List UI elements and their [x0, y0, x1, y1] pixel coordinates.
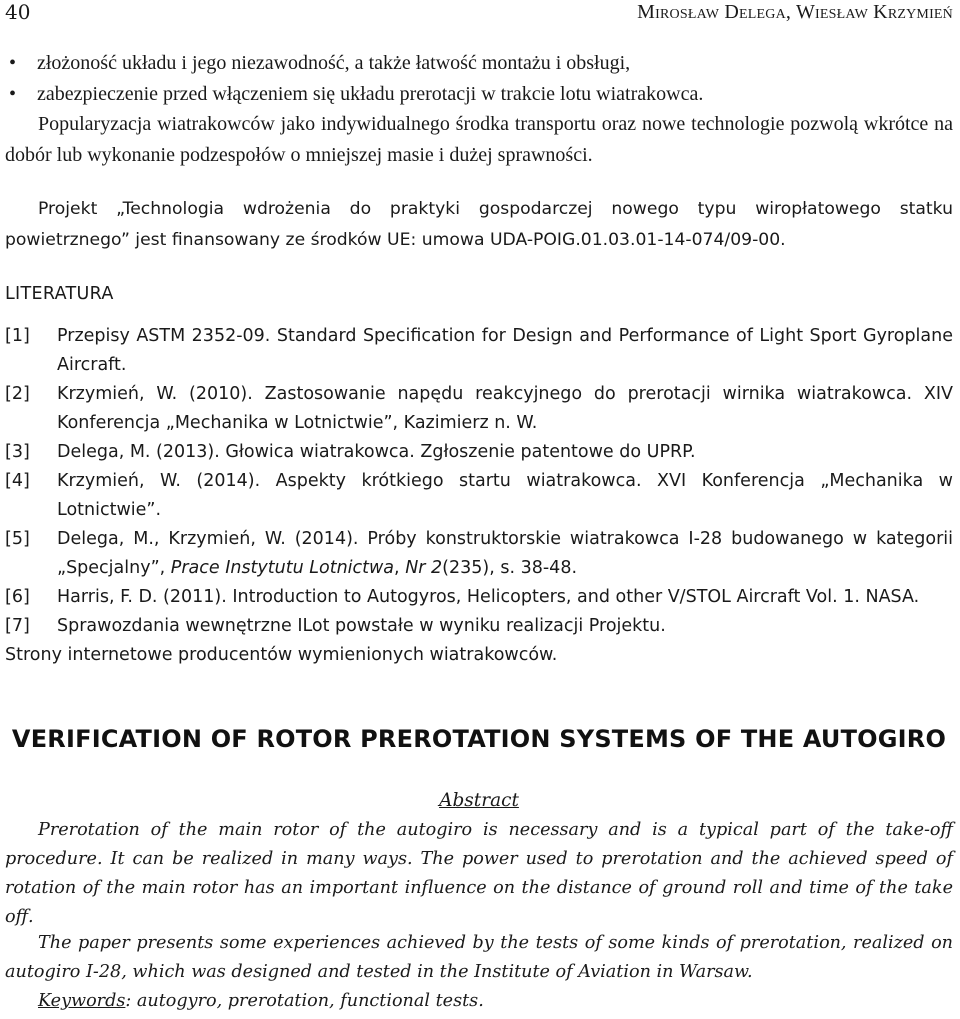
reference-item	[5, 380, 953, 438]
reference-number: [1]	[5, 326, 30, 346]
reference-journal: Prace Instytutu Lotnictwa	[170, 558, 395, 578]
reference-text: Sprawozdania wewnętrzne ILot powstałe w wyniku realizacji Projektu.	[57, 616, 666, 636]
running-head	[637, 0, 953, 24]
reference-text: Przepisy ASTM 2352-09. Standard Specification for Design and Performance of Light Sport Gyroplane Aircraft.	[57, 326, 953, 375]
bullet-list	[5, 48, 953, 110]
reference-text-mid: ,	[394, 558, 406, 578]
reference-number: [6]	[5, 587, 30, 607]
reference-item	[5, 525, 953, 583]
reference-item	[5, 467, 953, 525]
keywords-line	[5, 987, 953, 1016]
reference-item	[5, 612, 953, 641]
reference-closing-line: Strony internetowe producentów wymienionych wiatrakowców.	[5, 645, 558, 665]
list-item: • zabezpieczenie przed włączeniem się układu prerotacji w trakcie lotu wiatrakowca.	[5, 79, 953, 110]
keywords-text: : autogyro, prerotation, functional tests.	[125, 991, 484, 1011]
reference-item	[5, 322, 953, 380]
page-header	[5, 0, 953, 26]
reference-number: [3]	[5, 442, 30, 462]
reference-text-after: (235), s. 38-48.	[442, 558, 578, 578]
abstract-paragraph-1: Prerotation of the main rotor of the autogiro is necessary and is a typical part of the take-off procedure. It can be realized in many ways. The power used to prerotation and the achieved speed of rotation of the main rotor has an important influence on the distance of ground roll and time of the take off.	[5, 820, 953, 927]
reference-text-before: Delega, M., Krzymień, W. (2014). Próby konstruktorskie wiatrakowca I-28 budowanego w kategorii „Specjalny”,	[57, 529, 953, 578]
abstract-paragraph-2: The paper presents some experiences achieved by the tests of some kinds of prerotation, realized on autogiro I-28, which was designed and tested in the Institute of Aviation in Warsaw.	[5, 933, 953, 982]
abstract-heading: Abstract	[439, 790, 519, 811]
paragraph-project-funding: Projekt „Technologia wdrożenia do praktyki gospodarczej nowego typu wiropłatowego statku powietrznego” jest finansowany ze środków UE: umowa UDA-POIG.01.03.01-14-074/09-00.	[5, 199, 953, 250]
reference-number: [7]	[5, 616, 30, 636]
literature-heading: LITERATURA	[5, 284, 114, 304]
reference-list	[5, 322, 953, 670]
reference-item	[5, 438, 953, 467]
english-title: VERIFICATION OF ROTOR PREROTATION SYSTEMS OF THE AUTOGIRO	[11, 725, 947, 753]
reference-text: Krzymień, W. (2010). Zastosowanie napędu reakcyjnego do prerotacji wirnika wiatrakowca. XIV Konferencja „Mechanika w Lotnictwie”, Kazimierz n. W.	[57, 384, 953, 433]
reference-number: [5]	[5, 529, 30, 549]
list-item: • złożoność układu i jego niezawodność, a także łatwość montażu i obsługi,	[5, 48, 953, 79]
page-number: 40	[5, 0, 31, 24]
keywords-label: Keywords	[38, 991, 126, 1011]
reference-issue: Nr 2	[405, 558, 443, 578]
reference-number: [4]	[5, 471, 30, 491]
paragraph-popularization: Popularyzacja wiatrakowców jako indywidualnego środka transportu oraz nowe technologie pozwolą wkrótce na dobór lub wykonanie podzespołów o mniejszej masie i dużej sprawności.	[5, 113, 953, 166]
reference-text: Delega, M. (2013). Głowica wiatrakowca. Zgłoszenie patentowe do UPRP.	[57, 442, 696, 462]
reference-text: Harris, F. D. (2011). Introduction to Autogyros, Helicopters, and other V/STOL Aircraft Vol. 1. NASA.	[57, 587, 920, 607]
reference-number: [2]	[5, 384, 30, 404]
reference-item	[5, 583, 953, 612]
reference-text: Krzymień, W. (2014). Aspekty krótkiego startu wiatrakowca. XVI Konferencja „Mechanika w Lotnictwie”.	[57, 471, 953, 520]
running-head-text: Mirosław Delega, Wiesław Krzymień	[637, 1, 953, 23]
